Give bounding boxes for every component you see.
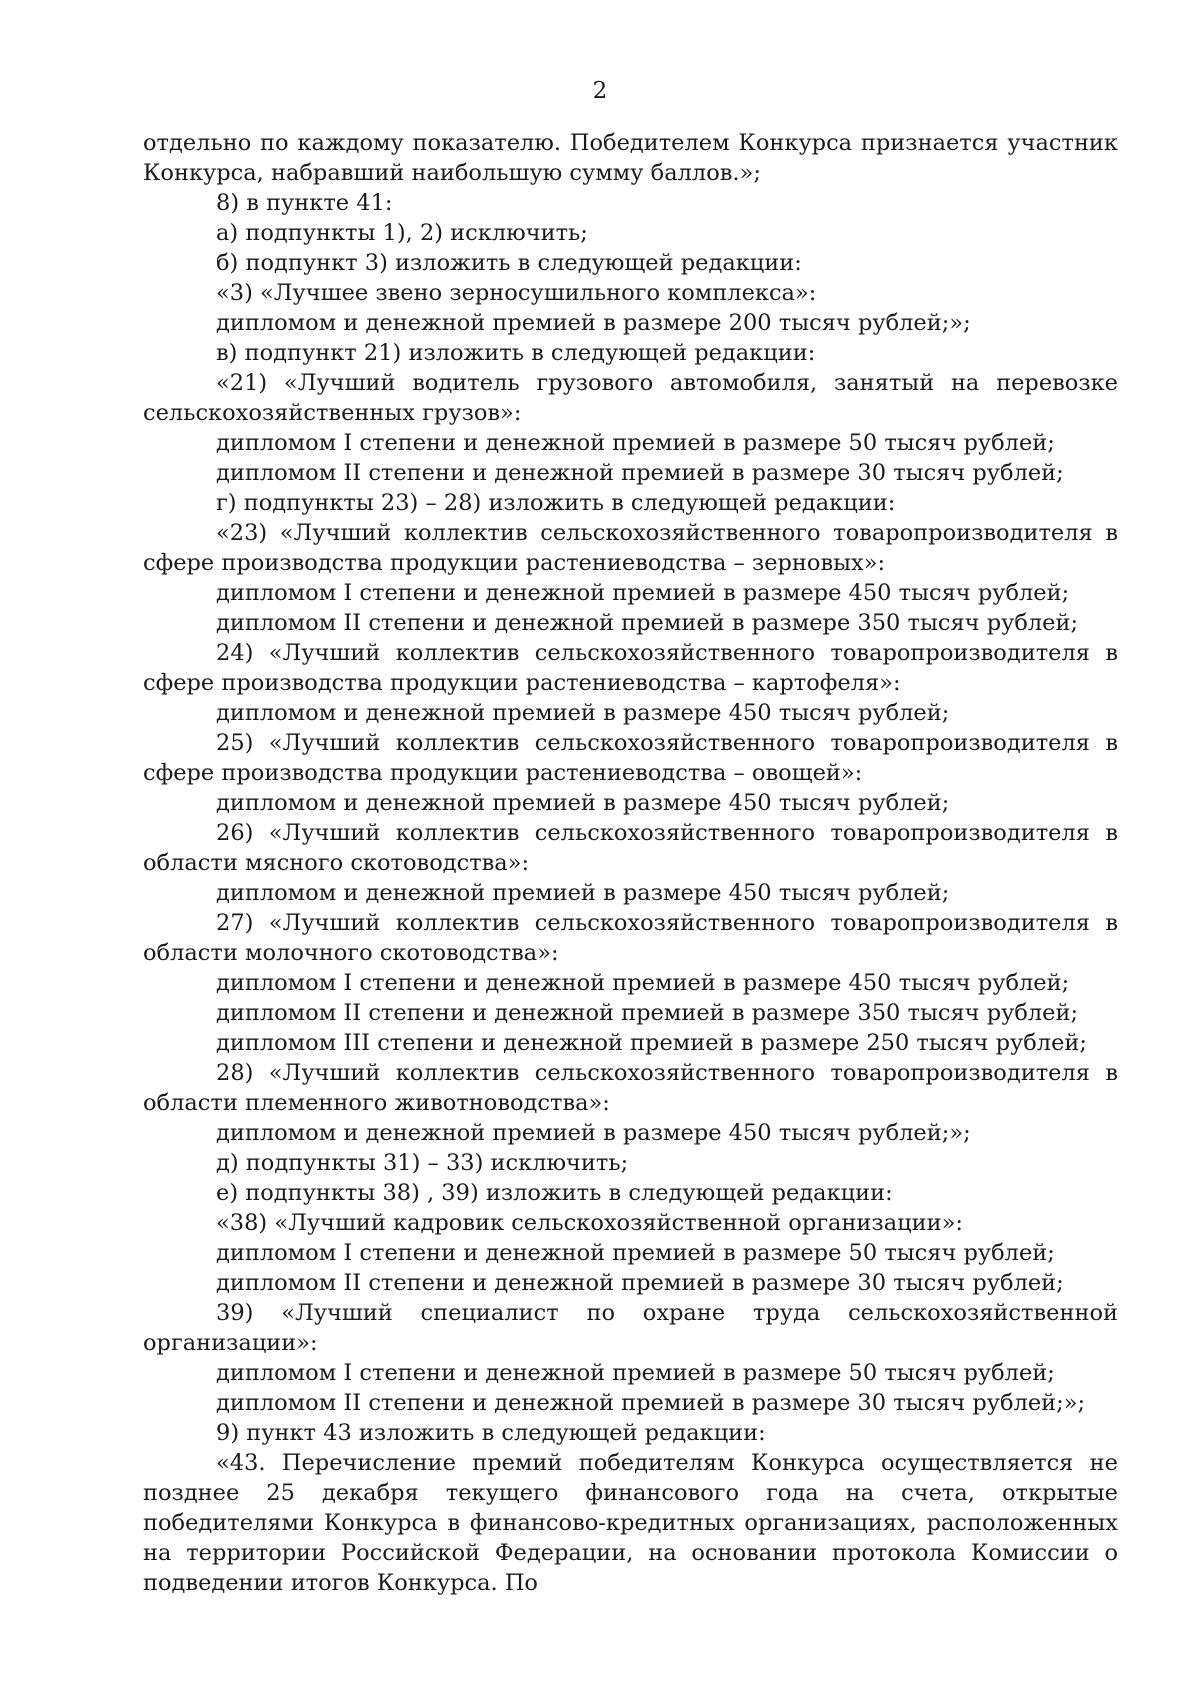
paragraph-3: а) подпункты 1), 2) исключить; [216, 220, 588, 246]
page-number: 2 [592, 78, 608, 104]
paragraph-18: дипломом и денежной премией в размере 450 тысяч рублей; [216, 790, 950, 816]
paragraph-20: дипломом и денежной премией в размере 450 тысяч рублей; [216, 880, 950, 906]
paragraph-12: «23) «Лучший коллектив сельскохозяйственного товаропроизводителя в сфере производства продукции растениеводства – зерновых»: [143, 520, 1118, 576]
paragraph-5: «3) «Лучшее звено зерносушильного комплекса»: [216, 280, 817, 306]
paragraph-22: дипломом I степени и денежной премией в размере 450 тысяч рублей; [216, 970, 1070, 996]
paragraph-27: д) подпункты 31) – 33) исключить; [216, 1150, 629, 1176]
paragraph-13: дипломом I степени и денежной премией в размере 450 тысяч рублей; [216, 580, 1070, 606]
paragraph-21: 27) «Лучший коллектив сельскохозяйственного товаропроизводителя в области молочного скотоводства»: [143, 910, 1118, 966]
paragraph-16: дипломом и денежной премией в размере 450 тысяч рублей; [216, 700, 950, 726]
paragraph-7: в) подпункт 21) изложить в следующей редакции: [216, 340, 816, 366]
paragraph-29: «38) «Лучший кадровик сельскохозяйственной организации»: [216, 1210, 963, 1236]
paragraph-34: дипломом II степени и денежной премией в размере 30 тысяч рублей;»; [216, 1390, 1086, 1416]
paragraph-24: дипломом III степени и денежной премией в размере 250 тысяч рублей; [216, 1030, 1087, 1056]
paragraph-31: дипломом II степени и денежной премией в размере 30 тысяч рублей; [216, 1270, 1064, 1296]
paragraph-1: отдельно по каждому показателю. Победителем Конкурса признается участник Конкурса, набравший наибольшую сумму баллов.»; [143, 130, 1118, 186]
paragraph-30: дипломом I степени и денежной премией в размере 50 тысяч рублей; [216, 1240, 1055, 1266]
paragraph-26: дипломом и денежной премией в размере 450 тысяч рублей;»; [216, 1120, 971, 1146]
paragraph-15: 24) «Лучший коллектив сельскохозяйственного товаропроизводителя в сфере производства продукции растениеводства – картофеля»: [143, 640, 1118, 696]
document-body [143, 128, 1118, 1598]
paragraph-33: дипломом I степени и денежной премией в размере 50 тысяч рублей; [216, 1360, 1055, 1386]
paragraph-17: 25) «Лучший коллектив сельскохозяйственного товаропроизводителя в сфере производства продукции растениеводства – овощей»: [143, 730, 1118, 786]
paragraph-8: «21) «Лучший водитель грузового автомобиля, занятый на перевозке сельскохозяйственных грузов»: [143, 370, 1118, 426]
paragraph-32: 39) «Лучший специалист по охране труда сельскохозяйственной организации»: [143, 1300, 1118, 1356]
paragraph-19: 26) «Лучший коллектив сельскохозяйственного товаропроизводителя в области мясного скотоводства»: [143, 820, 1118, 876]
paragraph-23: дипломом II степени и денежной премией в размере 350 тысяч рублей; [216, 1000, 1079, 1026]
paragraph-28: е) подпункты 38) , 39) изложить в следующей редакции: [216, 1180, 893, 1206]
paragraph-2: 8) в пункте 41: [216, 190, 393, 216]
paragraph-9: дипломом I степени и денежной премией в размере 50 тысяч рублей; [216, 430, 1055, 456]
paragraph-14: дипломом II степени и денежной премией в размере 350 тысяч рублей; [216, 610, 1079, 636]
paragraph-36: «43. Перечисление премий победителям Конкурса осуществляется не позднее 25 декабря текущего финансового года на счета, открытые победителями Конкурса в финансово-кредитных организациях, расположенных на территории Российской Федерации, на основании протокола Комиссии о подведении итогов Конкурса. По [143, 1450, 1118, 1596]
paragraph-25: 28) «Лучший коллектив сельскохозяйственного товаропроизводителя в области племенного животноводства»: [143, 1060, 1118, 1116]
paragraph-4: б) подпункт 3) изложить в следующей редакции: [216, 250, 802, 276]
paragraph-11: г) подпункты 23) – 28) изложить в следующей редакции: [216, 490, 896, 516]
paragraph-35: 9) пункт 43 изложить в следующей редакции: [216, 1420, 766, 1446]
paragraph-6: дипломом и денежной премией в размере 200 тысяч рублей;»; [216, 310, 971, 336]
paragraph-10: дипломом II степени и денежной премией в размере 30 тысяч рублей; [216, 460, 1064, 486]
